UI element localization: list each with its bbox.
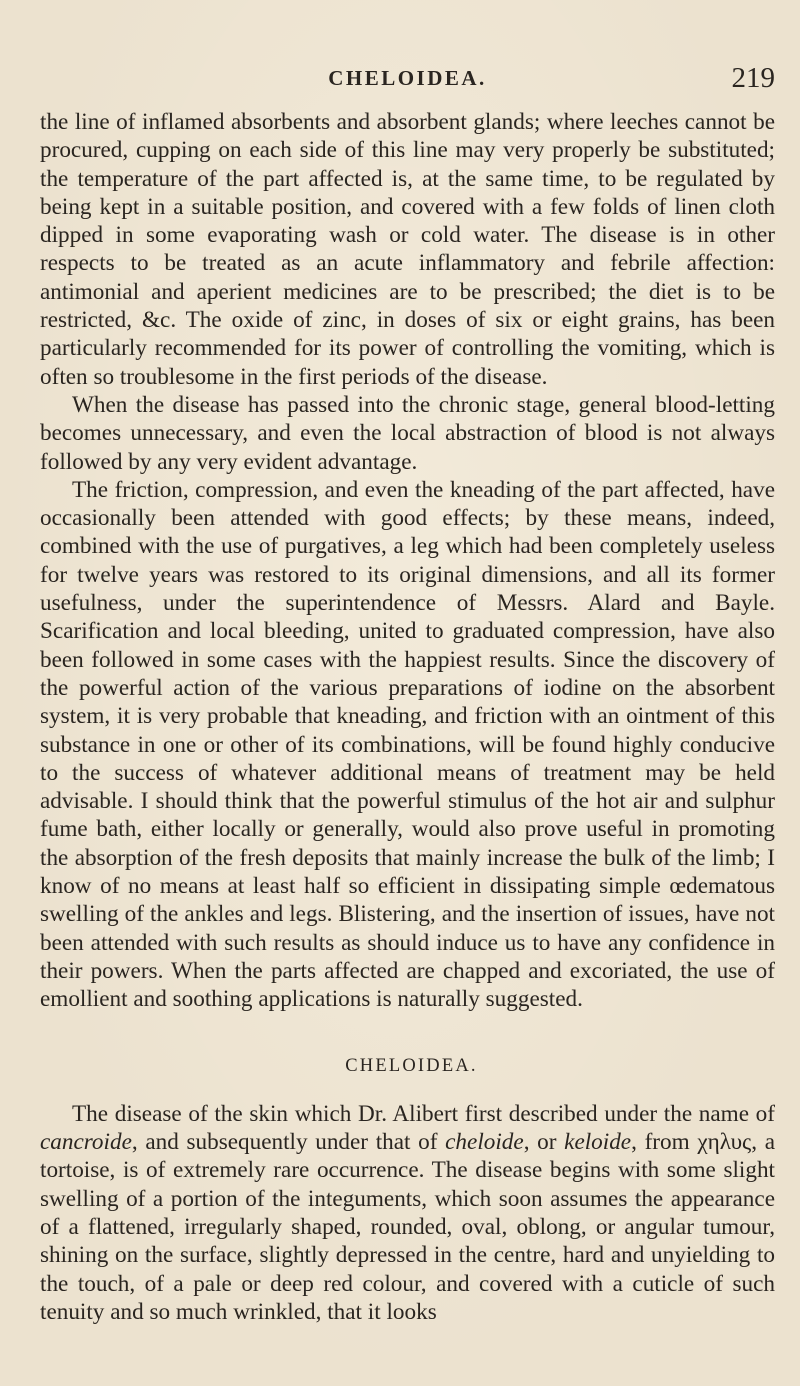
page-number: 219 bbox=[731, 62, 775, 94]
body-text bbox=[40, 108, 775, 1326]
paragraph-chronic-stage: When the disease has passed into the chronic stage, general blood-letting becomes unnecessary, and even the local abstraction of blood is not always followed by any very evident advantage. bbox=[40, 391, 775, 475]
greek-word: χηλυς bbox=[697, 1129, 752, 1156]
paragraph-cheloidea bbox=[40, 1100, 775, 1326]
paragraph-continued: the line of inflamed absorbents and absorbent glands; where leeches cannot be procured, cupping on each side of this line may very properly be substituted; the temperature of the part affected is, at the same time, to be regulated by being kept in a suitable position, and covered with a few folds of linen cloth dipped in some evaporating wash or cold water. The disease is in other respects to be treated as an acute inflammatory and febrile affection: antimonial and aperient medicines are to be prescribed; the diet is to be restricted, &c. The oxide of zinc, in doses of six or eight grains, has been particularly recommended for its power of controlling the vomiting, which is often so troublesome in the first periods of the disease. bbox=[40, 109, 775, 390]
text-run: , and subsequently under that of bbox=[131, 1129, 446, 1156]
running-title: CHELOIDEA. bbox=[328, 66, 487, 90]
term-cancroide: cancroide bbox=[40, 1129, 132, 1156]
term-cheloide: cheloide bbox=[445, 1129, 524, 1156]
section-heading: CHELOIDEA. bbox=[345, 1055, 478, 1076]
paragraph-friction-treatment: The friction, compression, and even the kneading of the part affected, have occasionally been attended with good effects; by these means, indeed, combined with the use of purgatives, a leg which had been completely useless for twelve years was restored to its original dimensions, and all its former usefulness, under the superintendence of Messrs. Alard and Bayle. Scarification and local bleeding, united to graduated compression, have also been followed in some cases with the happiest results. Since the discovery of the powerful action of the various preparations of iodine on the absorbent system, it is very probable that kneading, and friction with an ointment of this substance in one or other of its combinations, will be found highly conducive to the success of whatever additional means of treatment may be held advisable. I should think that the powerful stimulus of the hot air and sulphur fume bath, either locally or generally, would also prove useful in promoting the absorption of the fresh deposits that mainly increase the bulk of the limb; I know of no means at least half so efficient in dissipating simple œdematous swelling of the ankles and legs. Blistering, and the insertion of issues, have not been attended with such results as should induce us to have any confidence in their powers. When the parts affected are chapped and excoriated, the use of emollient and soothing applications is naturally suggested. bbox=[40, 476, 775, 1013]
term-keloide: keloide bbox=[564, 1129, 632, 1156]
running-head bbox=[40, 62, 775, 98]
text-run: , a tortoise, is of extremely rare occurrence. The disease begins with some slight swelling of a portion of the integuments, which soon assumes the appearance of a flattened, irregularly shaped, rounded, oval, oblong, or angular tumour, shining on the surface, slightly depressed in the centre, hard and unyielding to the touch, of a pale or deep red colour, and covered with a cuticle of such tenuity and so much wrinkled, that it looks bbox=[40, 1129, 775, 1325]
text-run: The disease of the skin which Dr. Alibert first described under the name of bbox=[72, 1100, 775, 1127]
text-run: , or bbox=[523, 1129, 565, 1156]
text-run: , from bbox=[631, 1129, 698, 1156]
